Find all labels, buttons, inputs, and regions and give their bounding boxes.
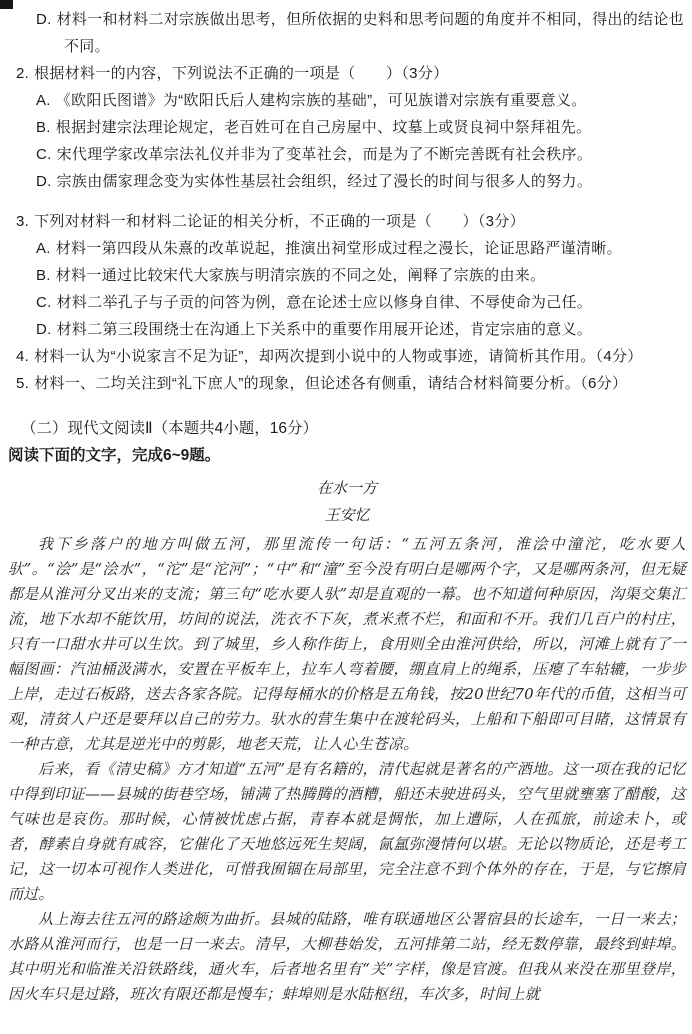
passage-paragraph-1: 我下乡落户的地方叫做五河，那里流传一句话：“五河五条河，淮浍中潼沱，吃水要人驮”。“浍”是“浍水”，“沱”是“沱河”；“中”和“潼”至今没有明白是哪两个字，又是哪两条河，但无疑都是从淮河分叉出来的支流；第三句“吃水要人驮”却是直观的一幕。也不知道何种原因，沟渠交集汇流，地下水却不能饮用，坊间的说法，洗衣不下灰，煮米煮不烂，和面和不开。我们几百户的村庄，只有一口甜水井可以生饮。到了城里，乡人称作街上，食用则全由淮河供给，所以，河滩上就有了一幅图画：汽油桶汲满水，安置在平板车上，拉车人弯着腰，绷直肩上的绳系，压瘪了车轱辘，一步步上岸，走过石板路，送去各家各院。记得每桶水的价格是五角钱，按20世纪70年代的币值，这相当可观，清贫人户还是要拜以自己的劳力。驮水的营生集中在渡轮码头，上船和下船即可目睹，这情景有一种古意，尤其是逆光中的剪影，地老天荒，让人心生苍凉。 <box>8 535 686 753</box>
modern-reading-section <box>8 416 686 1007</box>
question-4-stem <box>8 343 686 370</box>
question-3-option-c <box>8 289 686 316</box>
question-3-option-a <box>8 235 686 262</box>
section-header: （二）现代文阅读Ⅱ（本题共4小题，16分） <box>21 420 318 437</box>
passage-paragraph-2: 后来，看《清史稿》方才知道“五河”是有名籍的，清代起就是著名的产酒地。这一项在我的记忆中得到印证——县城的街巷空场，铺满了热腾腾的酒糟，船还未驶进码头，空气里就壅塞了醋酸，这气味也是哀伤。那时候，心情被忧虑占据，青春本就是惆怅，加上遭际，人在孤旅，前途未卜，或者，酵素自身就有戚容，它催化了天地悠远死生契阔，氤氲弥漫情何以堪。无论以物质论，还是考工记，这一切本可视作人类进化，可惜我囿锢在局部里，完全注意不到个体外的存在，于是，与它擦肩而过。 <box>8 760 686 903</box>
option-label: A. <box>36 240 51 257</box>
option-label: D. <box>36 321 52 338</box>
reading-instruction: 阅读下面的文字，完成6~9题。 <box>8 447 221 464</box>
question-text: 材料一、二均关注到“礼下庶人”的现象，但论述各有侧重，请结合材料简要分析。（6分） <box>34 375 628 392</box>
essay-passage <box>8 532 686 1007</box>
question-3-stem <box>8 208 686 235</box>
question-number: 4. <box>16 348 30 365</box>
scan-artifact-mark <box>0 0 13 9</box>
question-2-stem <box>8 60 686 87</box>
option-text: 材料一通过比较宋代大家族与明清宗族的不同之处，阐释了宗族的由来。 <box>55 267 546 284</box>
question-2-option-d <box>8 168 686 195</box>
option-label: B. <box>36 267 51 284</box>
question-3-option-b <box>8 262 686 289</box>
question-number: 3. <box>16 213 30 230</box>
question-3-option-d <box>8 316 686 343</box>
option-label: B. <box>36 119 51 136</box>
question-number: 5. <box>16 375 30 392</box>
passage-paragraph-3: 从上海去往五河的路途颇为曲折。县城的陆路，唯有联通地区公署宿县的长途车，一日一来去；水路从淮河而行，也是一日一来去。清早，大柳巷始发，五河排第二站，经无数停靠，最终到蚌埠。其中明光和临淮关沿铁路线，通火车，后者地名里有“关”字样，像是官渡。但我从来没在那里登岸，因火车只是过路，班次有限还都是慢车；蚌埠则是水陆枢纽，车次多，时间上就 <box>8 910 686 1003</box>
question-2-option-a <box>8 87 686 114</box>
option-label: C. <box>36 146 52 163</box>
option-text: 材料二举孔子与子贡的问答为例，意在论述士应以修身自律、不辱使命为己任。 <box>56 294 593 311</box>
question-text: 材料一认为“小说家言不足为证”，却两次提到小说中的人物或事迹，请简析其作用。（4分） <box>34 348 643 365</box>
option-text: 宋代理学家改革宗法礼仪并非为了变革社会，而是为了不断完善既有社会秩序。 <box>56 146 593 163</box>
option-text: 根据封建宗法理论规定，老百姓可在自己房屋中、坟墓上或贤良祠中祭拜祖先。 <box>55 119 592 136</box>
essay-title: 在水一方 <box>316 479 377 497</box>
question-section <box>8 6 686 397</box>
option-text: 《欧阳氏图谱》为“欧阳氏后人建构宗族的基础”，可见族谱对宗族有重要意义。 <box>55 92 587 109</box>
question-number: 2. <box>16 65 30 82</box>
option-label: A. <box>36 92 51 109</box>
option-label: D. <box>36 173 52 190</box>
option-label: C. <box>36 294 52 311</box>
option-text: 材料一第四段从朱熹的改革说起，推演出祠堂形成过程之漫长，论证思路严谨清晰。 <box>55 240 622 257</box>
option-text: 宗族由儒家理念变为实体性基层社会组织，经过了漫长的时间与很多人的努力。 <box>56 173 593 190</box>
option-d-carryover <box>8 6 686 60</box>
question-text: 根据材料一的内容，下列说法不正确的一项是（ ）（3分） <box>34 65 449 82</box>
question-2-option-c <box>8 141 686 168</box>
question-text: 下列对材料一和材料二论证的相关分析，不正确的一项是（ ）（3分） <box>34 213 525 230</box>
question-5-stem <box>8 370 686 397</box>
option-text: 材料一和材料二对宗族做出思考，但所依据的史料和思考问题的角度并不相同，得出的结论也不同。 <box>56 11 684 55</box>
question-2-option-b <box>8 114 686 141</box>
essay-author: 王安忆 <box>324 506 370 524</box>
option-label: D. <box>36 11 52 28</box>
option-text: 材料二第三段围绕士在沟通上下关系中的重要作用展开论述，肯定宗庙的意义。 <box>56 321 593 338</box>
